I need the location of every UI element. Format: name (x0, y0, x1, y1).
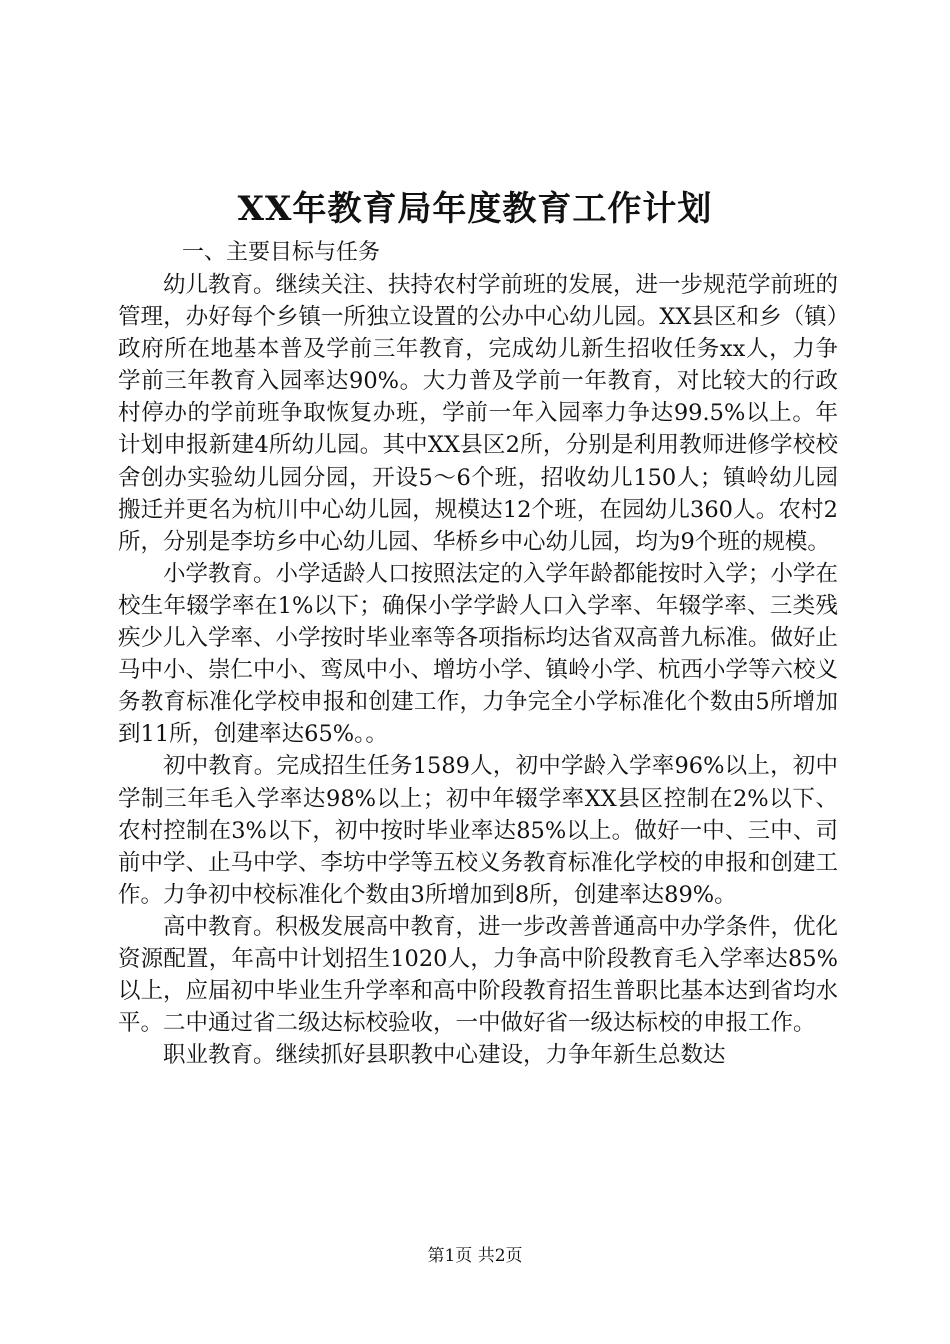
paragraph-preschool-education: 幼儿教育。继续关注、扶持农村学前班的发展，进一步规范学前班的管理，办好每个乡镇一所独立设置的公办中心幼儿园。XX县区和乡（镇）政府所在地基本普及学前三年教育，完成幼儿新生招收任务xx人，力争学前三年教育入园率达90%。大力普及学前一年教育，对比较大的行政村停办的学前班争取恢复办班，学前一年入园率力争达99.5%以上。年计划申报新建4所幼儿园。其中XX县区2所，分别是利用教师进修学校校舍创办实验幼儿园分园，开设5～6个班，招收幼儿150人；镇岭幼儿园搬迁并更名为杭川中心幼儿园，规模达12个班，在园幼儿360人。农村2所，分别是李坊乡中心幼儿园、华桥乡中心幼儿园，均为9个班的规模。 (118, 272, 839, 555)
page-footer: 第1页 共2页 (427, 1246, 523, 1266)
paragraph-vocational-education: 职业教育。继续抓好县职教中心建设，力争年新生总数达 (163, 1042, 726, 1069)
paragraph-senior-high-education: 高中教育。积极发展高中教育，进一步改善普通高中办学条件，优化资源配置，年高中计划招生1020人，力争高中阶段教育毛入学率达85%以上，应届初中毕业生升学率和高中阶段教育招生普职比基本达到省均水平。二中通过省二级达标校验收，一中做好省一级达标校的申报工作。 (118, 913, 839, 1037)
paragraph-junior-high-education: 初中教育。完成招生任务1589人，初中学龄入学率96%以上，初中学制三年毛入学率达98%以上；初中年辍学率XX县区控制在2%以下、农村控制在3%以下，初中按时毕业率达85%以上。做好一中、三中、司前中学、止马中学、李坊中学等五校义务教育标准化学校的申报和创建工作。力争初中校标准化个数由3所增加到8所，创建率达89%。 (118, 753, 839, 908)
paragraph-primary-education: 小学教育。小学适龄人口按照法定的入学年龄都能按时入学；小学在校生年辍学率在1%以下；确保小学学龄人口入学率、年辍学率、三类残疾少儿入学率、小学按时毕业率等各项指标均达省双高普九标准。做好止马中小、崇仁中小、鸾凤中小、增坊小学、镇岭小学、杭西小学等六校义务教育标准化学校申报和创建工作，力争完全小学标准化个数由5所增加到11所，创建率达65%。。 (118, 560, 839, 748)
document-title: XX年教育局年度教育工作计划 (237, 189, 713, 229)
document-body (118, 269, 838, 1071)
section-heading: 一、主要目标与任务 (182, 240, 381, 265)
